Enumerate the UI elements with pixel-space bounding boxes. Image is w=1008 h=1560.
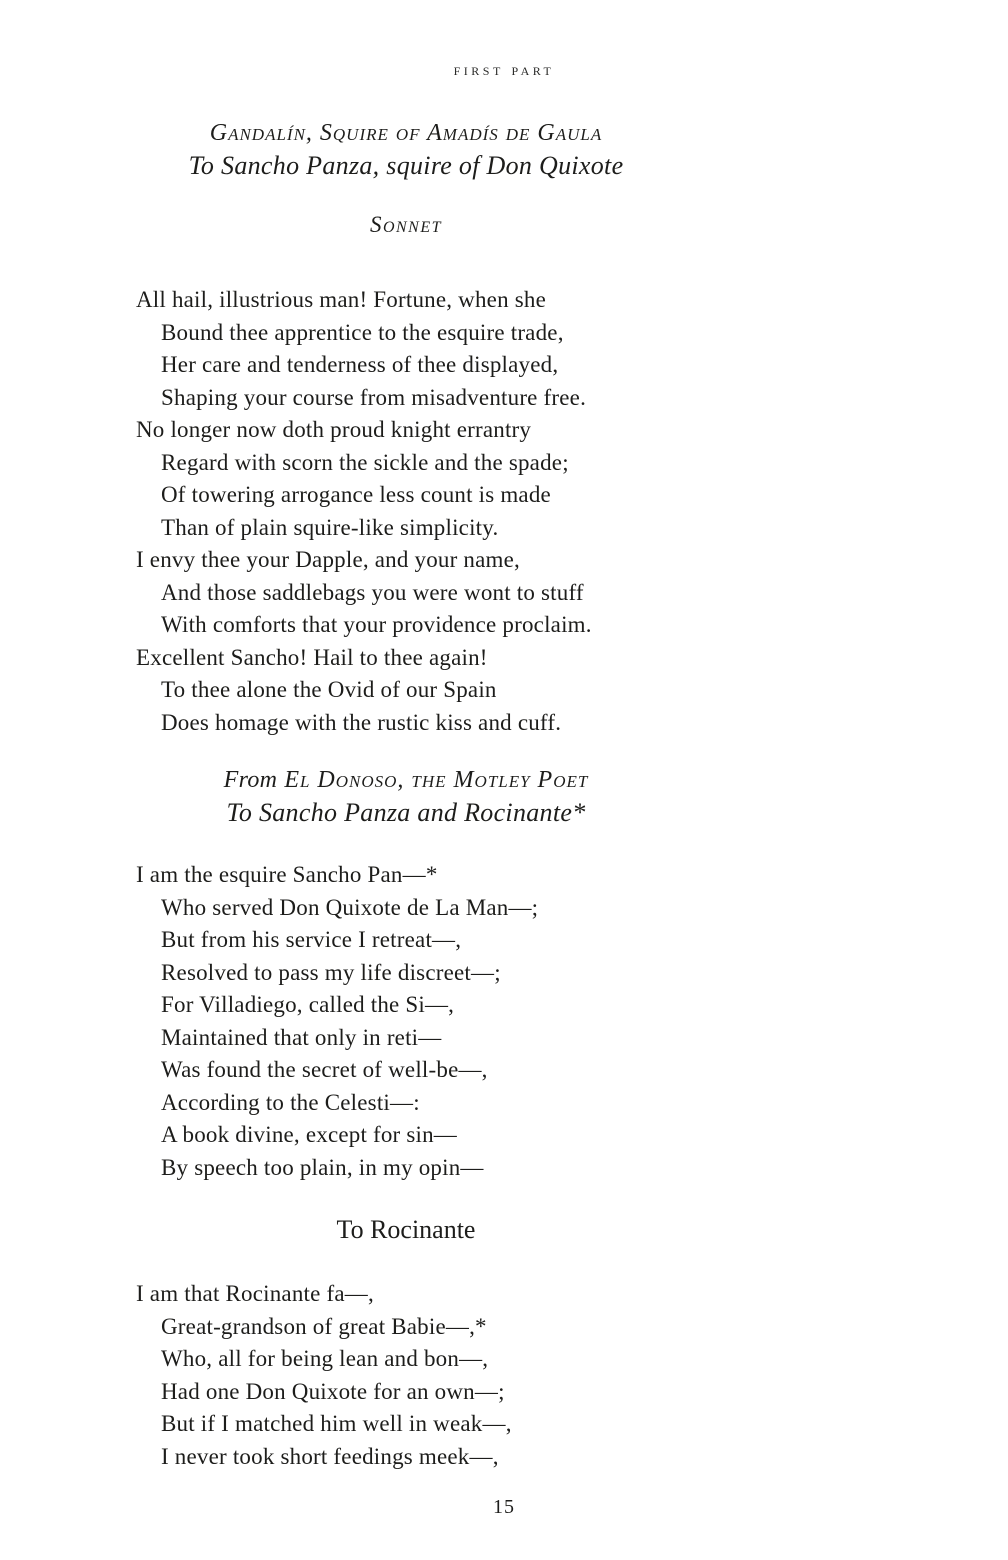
dedication-heading [136,118,676,182]
gandalin-sonnet-section [136,118,676,739]
poem-line: Bound thee apprentice to the esquire trade, [161,319,564,345]
heading-name: El Donoso, the Motley Poet [284,767,589,793]
page-number: 15 [493,1496,515,1518]
sonnet-label: Sonnet [369,212,443,237]
poem-line: And those saddlebags you were wont to stuff [161,579,584,605]
poem-line: Her care and tenderness of thee displayed, [161,352,559,377]
rocinante-poem-section [136,1214,676,1473]
donoso-poem-section [136,765,676,1184]
poem-line: Resolved to pass my life discreet—; [161,959,501,985]
poem-line: Than of plain squire-like simplicity. [161,514,499,540]
poem-line: But if I matched him well in weak—, [161,1411,512,1436]
poem-line: Shaping your course from misadventure free. [161,384,587,410]
poem-line: I envy thee your Dapple, and your name, [136,547,520,572]
text-column [136,118,676,1473]
gandalin-sonnet-poem [136,284,676,739]
dedication-author: Gandalín, Squire of Amadís de Gaula [209,120,603,146]
poem-line: I never took short feedings meek—, [161,1443,499,1469]
poem-line: Does homage with the rustic kiss and cuff. [161,709,562,735]
poem-line: Maintained that only in reti— [161,1024,442,1050]
poem-line: With comforts that your providence proclaim. [161,612,592,637]
poem-line: Who served Don Quixote de La Man—; [161,894,539,920]
poem-line: By speech too plain, in my opin— [161,1154,484,1180]
poem-line: According to the Celesti—: [161,1089,420,1115]
dedication-author [136,765,676,796]
poem-line: Who, all for being lean and bon—, [161,1346,489,1371]
poem-line: A book divine, except for sin— [161,1122,458,1147]
poem-line: Great-grandson of great Babie—,* [161,1313,487,1339]
poem-line: All hail, illustrious man! Fortune, when she [136,287,546,312]
poem-line: Was found the secret of well-be—, [161,1057,488,1082]
poem-line: I am that Rocinante fa—, [136,1281,374,1306]
rocinante-heading: To Rocinante [336,1215,476,1244]
dedication-target: To Sancho Panza, squire of Don Quixote [188,151,624,180]
poem-line: Had one Don Quixote for an own—; [161,1378,505,1404]
poem-line: For Villadiego, called the Si—, [161,992,455,1017]
rocinante-poem [136,1278,676,1473]
poem-line: No longer now doth proud knight errantry [136,417,532,442]
poem-line: Excellent Sancho! Hail to thee again! [136,644,488,670]
dedication-heading [136,765,676,829]
poem-line: Of towering arrogance less count is made [161,482,551,507]
poem-line: To thee alone the Ovid of our Spain [161,677,497,702]
poem-line: But from his service I retreat—, [161,927,462,952]
poem-line: I am the esquire Sancho Pan—* [136,862,438,887]
heading-prefix: From [223,767,278,793]
running-header: first part [453,60,555,79]
poem-line: Regard with scorn the sickle and the spade; [161,449,569,475]
donoso-poem [136,859,676,1184]
dedication-target: To Sancho Panza and Rocinante* [226,798,586,827]
